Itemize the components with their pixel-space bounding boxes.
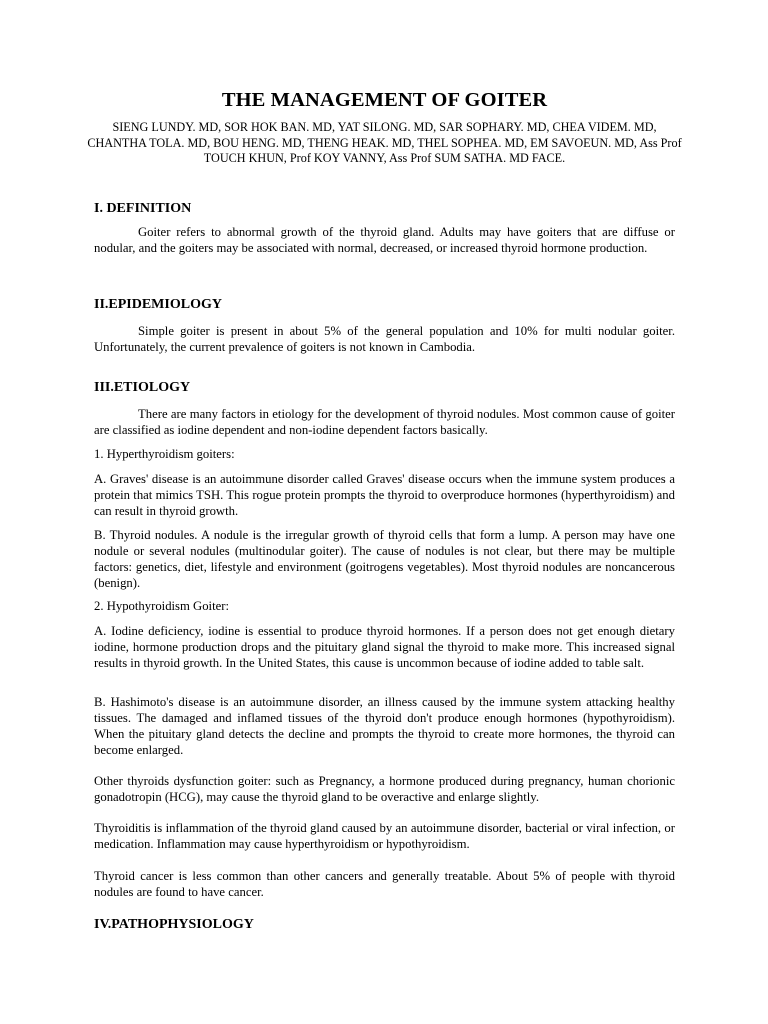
hypothyroidism-subheading: 2. Hypothyroidism Goiter: [94, 599, 229, 613]
author-list: SIENG LUNDY. MD, SOR HOK BAN. MD, YAT SILONG. MD, SAR SOPHARY. MD, CHEA VIDEM. MD, CHANTHA TOLA. MD, BOU HENG. MD, THENG HEAK. MD, THEL SOPHEA. MD, EM SAVOEUN. MD, Ass Prof TOUCH KHUN, Prof KOY VANNY, Ass Prof SUM SATHA. MD FACE. [87, 120, 682, 165]
thyroid-cancer-paragraph: Thyroid cancer is less common than other cancers and generally treatable. About 5% of people with thyroid nodules are found to have cancer. [94, 869, 675, 900]
section-heading-pathophysiology: IV.PATHOPHYSIOLOGY [94, 917, 254, 932]
section-heading-etiology: III.ETIOLOGY [94, 380, 191, 395]
hashimoto-paragraph: B. Hashimoto's disease is an autoimmune disorder, an illness caused by the immune system attacking healthy tissues. The damaged and inflamed tissues of the thyroid don't produce enough hormones (hypothyroidism). When the pituitary gland detects the decline and prompts the thyroid to create more hormones, the thyroid can become enlarged. [94, 695, 675, 758]
other-dysfunction-paragraph: Other thyroids dysfunction goiter: such as Pregnancy, a hormone produced during pregnancy, human chorionic gonadotropin (HCG), may cause the thyroid gland to be overactive and enlarge slightly. [94, 774, 675, 805]
paper-title: THE MANAGEMENT OF GOITER [221, 89, 548, 111]
iodine-deficiency-paragraph: A. Iodine deficiency, iodine is essential to produce thyroid hormones. If a person does not get enough dietary iodine, hormone production drops and the pituitary gland signal the thyroid to make more. This increased signal results in thyroid growth. In the United States, this cause is uncommon because of iodine added to table salt. [94, 624, 675, 671]
section-heading-definition: I. DEFINITION [94, 201, 192, 216]
etiology-intro-paragraph: There are many factors in etiology for the development of thyroid nodules. Most common cause of goiter are classified as iodine dependent and non-iodine dependent factors basically. [94, 407, 675, 438]
thyroid-nodules-paragraph: B. Thyroid nodules. A nodule is the irregular growth of thyroid cells that form a lump. A person may have one nodule or several nodules (multinodular goiter). The cause of nodules is not clear, but there may be multiple factors: genetics, diet, lifestyle and environment (goitrogens vegetables). Most thyroid nodules are noncancerous (benign). [94, 528, 675, 591]
section-heading-epidemiology: II.EPIDEMIOLOGY [94, 297, 222, 312]
graves-disease-paragraph: A. Graves' disease is an autoimmune disorder called Graves' disease occurs when the immune system produces a protein that mimics TSH. This rogue protein prompts the thyroid to overproduce hormones (hyperthyroidism) and can result in thyroid growth. [94, 472, 675, 519]
document-page [87, 86, 682, 932]
definition-paragraph: Goiter refers to abnormal growth of the thyroid gland. Adults may have goiters that are diffuse or nodular, and the goiters may be associated with normal, decreased, or increased thyroid hormone production. [94, 225, 675, 256]
hyperthyroidism-subheading: 1. Hyperthyroidism goiters: [94, 447, 235, 461]
thyroiditis-paragraph: Thyroiditis is inflammation of the thyroid gland caused by an autoimmune disorder, bacterial or viral infection, or medication. Inflammation may cause hyperthyroidism or hypothyroidism. [94, 821, 675, 852]
epidemiology-paragraph: Simple goiter is present in about 5% of the general population and 10% for multi nodular goiter. Unfortunately, the current prevalence of goiters is not known in Cambodia. [94, 324, 675, 355]
